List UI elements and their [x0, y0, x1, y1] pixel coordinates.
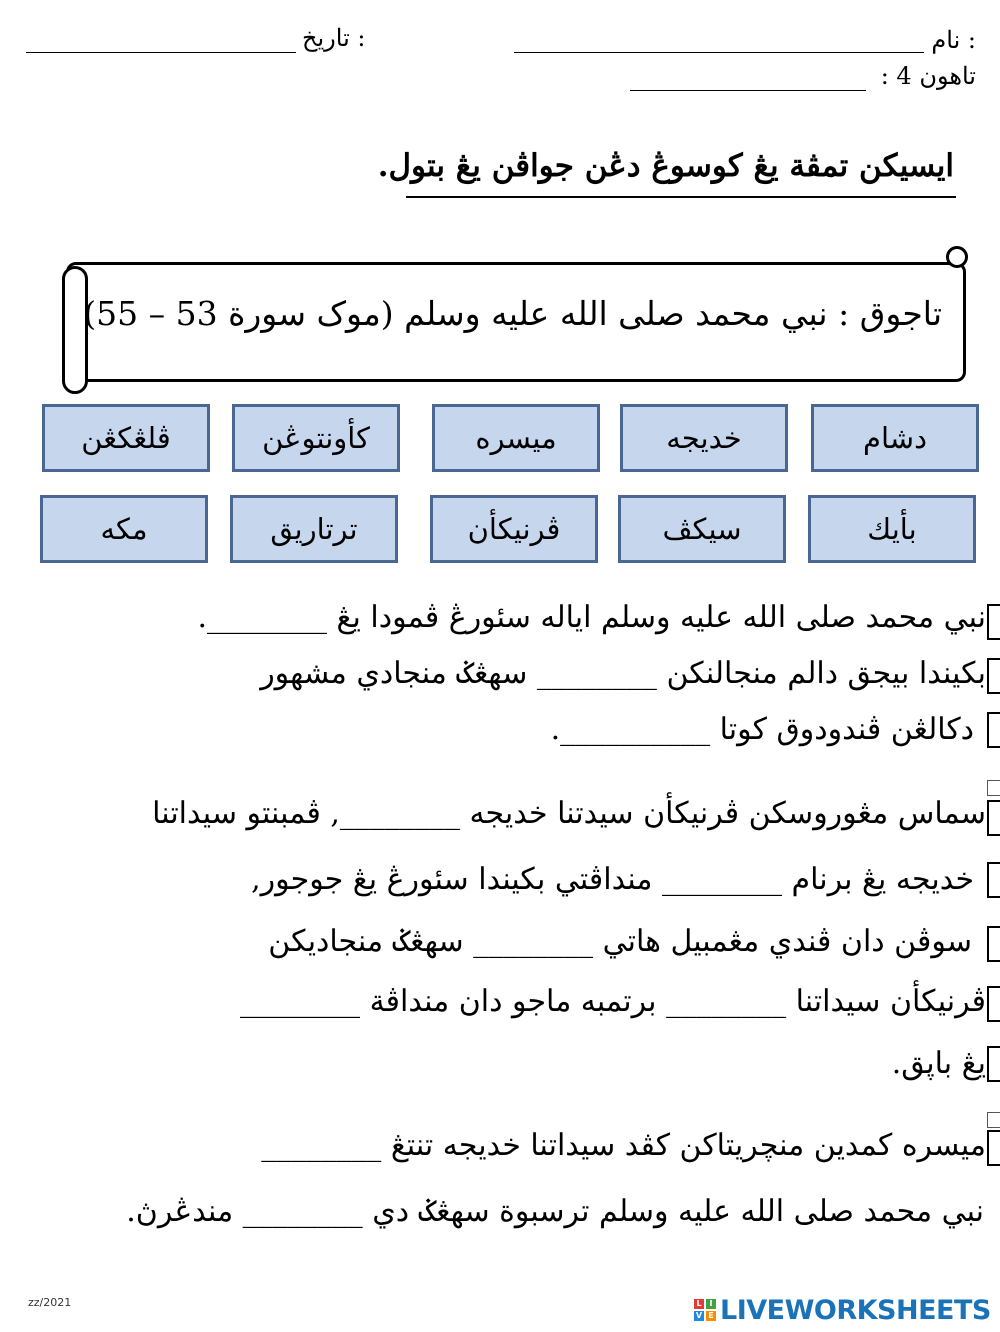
date-label: تاريخ : — [302, 24, 366, 52]
answer-box[interactable] — [987, 1046, 1000, 1082]
word-bank-item[interactable]: مکه — [40, 495, 208, 563]
logo-icon — [694, 1299, 716, 1321]
name-label: نام : — [931, 26, 976, 54]
answer-box[interactable] — [987, 986, 1000, 1022]
sentence-line: بکيندا بيجق دالم منجالنکن ________ سهڠݢ منجادي مشهور — [260, 656, 986, 691]
sentence-line: ڤرنيکأن سيداتنا ________ برتمبه ماجو دان منداڤة ________ — [240, 984, 986, 1019]
answer-box[interactable] — [987, 800, 1000, 836]
sentence-line: دکالڠن ڤندودوق کوتا __________. — [550, 712, 974, 747]
logo-letter: I — [706, 1299, 716, 1309]
word-bank-item[interactable]: کأونتوڠن — [232, 404, 400, 472]
word-bank-item[interactable]: ڤرنيکأن — [430, 495, 598, 563]
logo-letter: V — [695, 1311, 703, 1320]
answer-box[interactable] — [987, 604, 1000, 640]
answer-box[interactable] — [987, 862, 1000, 898]
logo-letter: L — [694, 1299, 704, 1309]
answer-box[interactable] — [987, 712, 1000, 748]
word-bank-item[interactable]: خديجه — [620, 404, 788, 472]
word-bank-item[interactable]: بأيك — [808, 495, 976, 563]
sentence-line: سماس مڠوروسکن ڤرنيکأن سيدتنا خديجه ________, ڤمبنتو سيداتنا — [152, 796, 986, 831]
topic-text: تاجوق : نبي محمد صلى الله عليه وسلم (موک سورة 53 – 55) — [83, 294, 942, 333]
sentence-line: سوڤن دان ڤندي مڠمبيل هاتي ________ سهڠݢ منجاديکن — [268, 924, 972, 959]
date-blank-line — [26, 52, 296, 53]
word-bank-item[interactable]: ڤلڠکڠن — [42, 404, 210, 472]
name-blank-line — [514, 52, 924, 53]
sentence-line: نبي محمد صلى الله عليه وسلم اياله سئورڠ ڤمودا يڠ ________. — [197, 600, 986, 635]
word-bank-item[interactable]: ترتاريق — [230, 495, 398, 563]
sentence-line: يڠ باڽق. — [891, 1046, 986, 1081]
liveworksheets-logo[interactable] — [694, 1295, 991, 1325]
year-blank-line — [630, 90, 866, 91]
scroll-curl-decoration — [946, 246, 968, 268]
answer-box[interactable] — [987, 926, 1000, 962]
brand-name: LIVEWORKSHEETS — [720, 1294, 991, 1326]
sentence-line: نبي محمد صلى الله عليه وسلم ترسبوة سهڠݢ دي ________ مندڠرڽ. — [126, 1194, 984, 1229]
logo-letter: E — [706, 1311, 716, 1321]
title-underline — [406, 196, 956, 198]
year-label: تاهون 4 : — [880, 62, 976, 90]
answer-box[interactable] — [987, 1130, 1000, 1166]
footer-code: zz/2021 — [28, 1296, 72, 1309]
answer-box-small[interactable] — [987, 1112, 1000, 1128]
answer-box-small[interactable] — [987, 780, 1000, 796]
sentence-line: خديجه يڠ برنام ________ منداڤتي بکيندا سئورڠ يڠ جوجور, — [251, 862, 974, 897]
word-bank-item[interactable]: ميسره — [432, 404, 600, 472]
word-bank-item[interactable]: دشام — [811, 404, 979, 472]
word-bank-item[interactable]: سيکڤ — [618, 495, 786, 563]
sentence-line: ميسره کمدين منچريتاکن کڤد سيداتنا خديجه تنتڠ ________ — [261, 1128, 986, 1163]
instruction-title: ايسيکن تمڤة يڠ کوسوڠ دڠن جواڤن يڠ بتول. — [377, 148, 954, 184]
answer-box[interactable] — [987, 658, 1000, 694]
